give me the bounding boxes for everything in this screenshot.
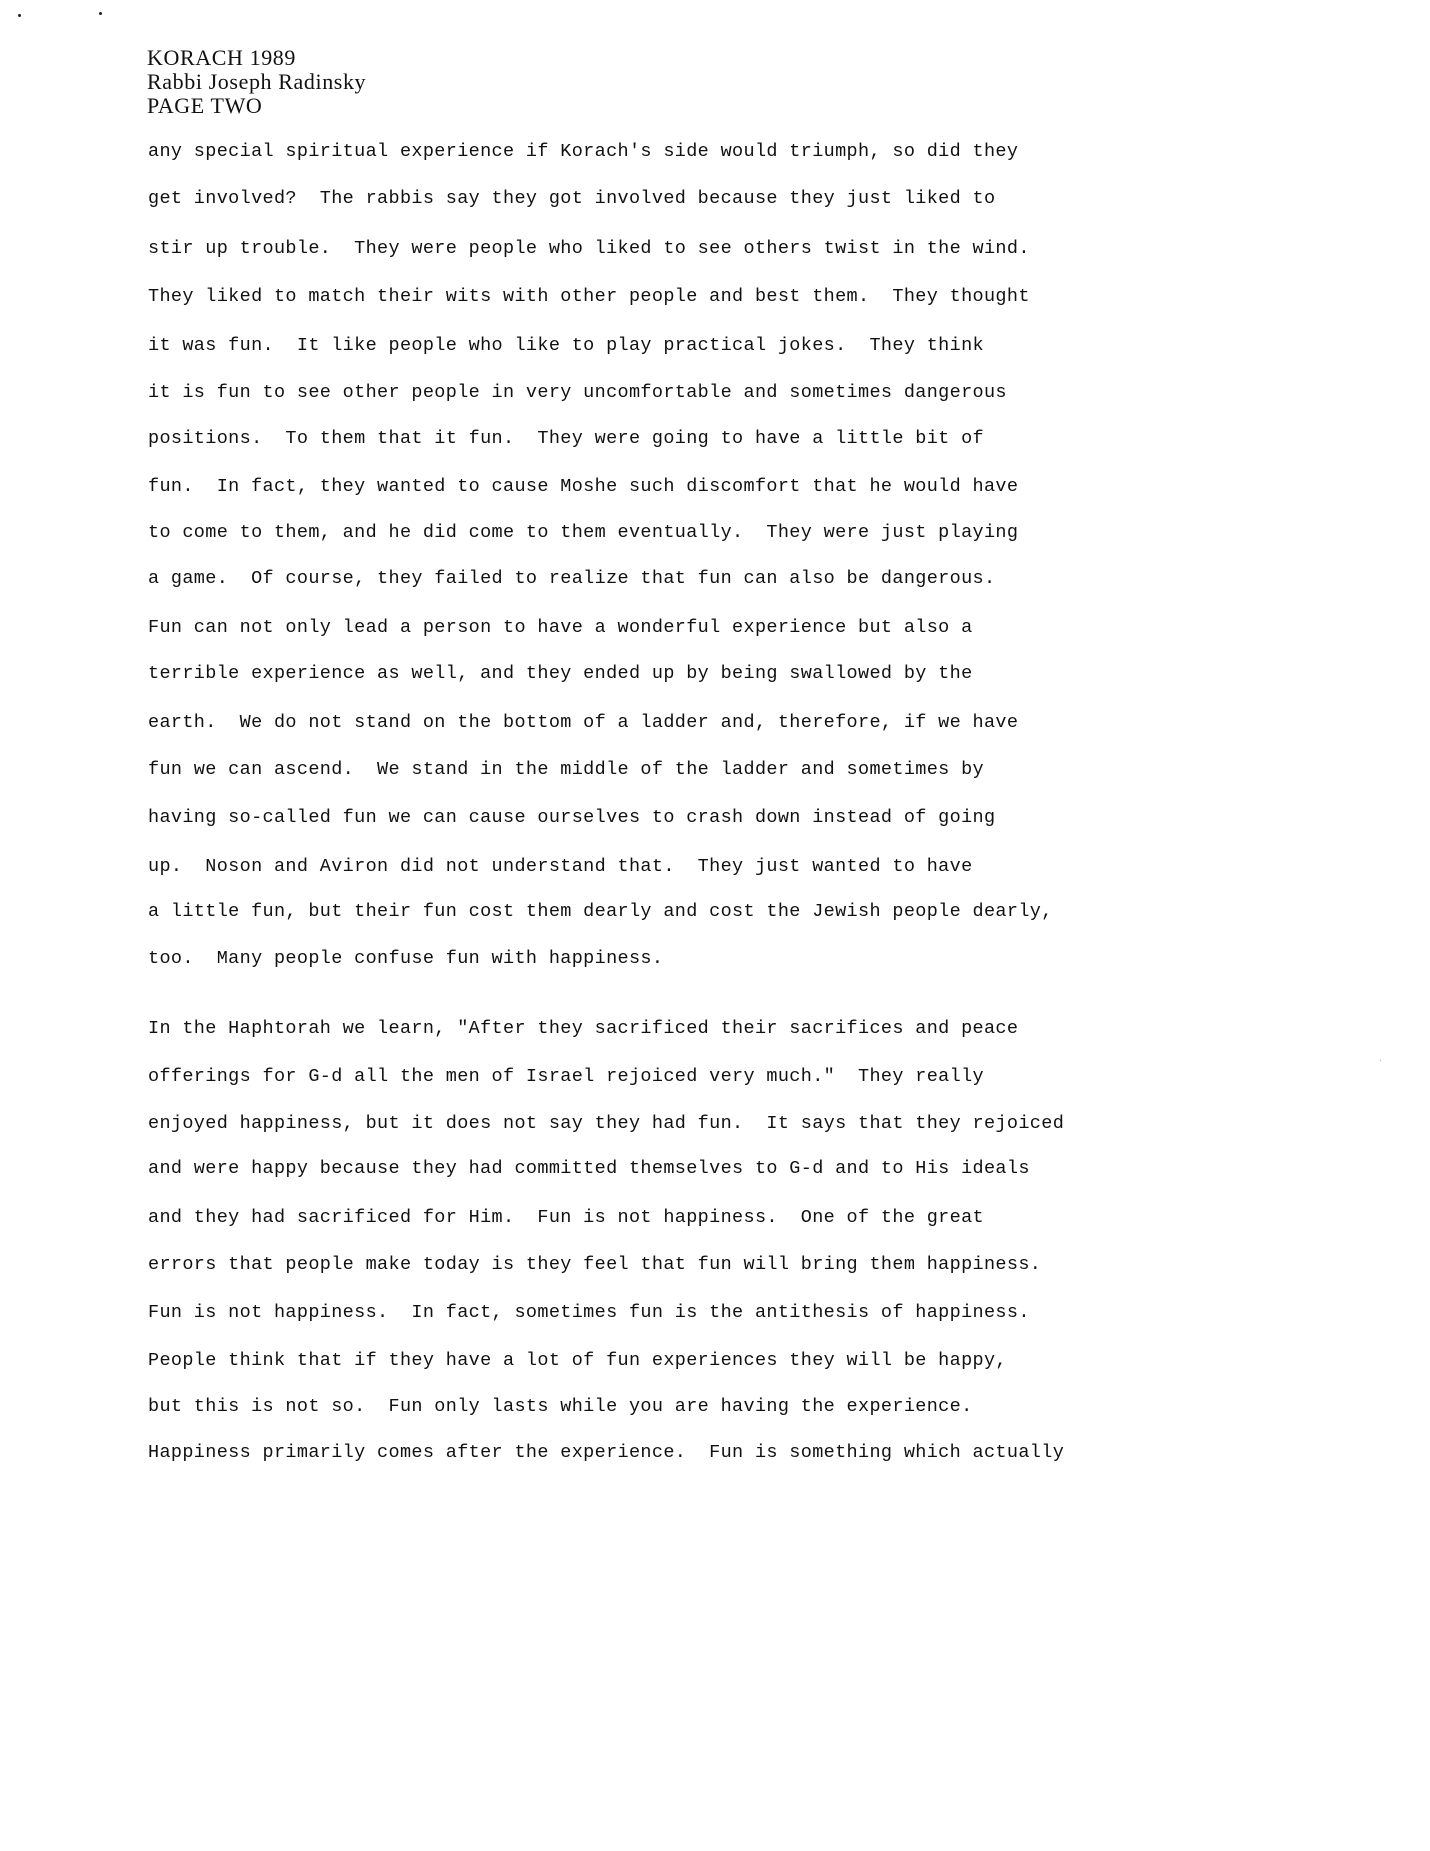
text-line: having so-called fun we can cause ourselves to crash down instead of going [148, 807, 996, 828]
page-label: PAGE TWO [147, 93, 263, 118]
text-line: They liked to match their wits with other people and best them. They thought [148, 286, 1030, 307]
text-line: any special spiritual experience if Korach's side would triumph, so did they [148, 141, 1019, 162]
text-line: but this is not so. Fun only lasts while you are having the experience. [148, 1396, 973, 1417]
scan-speck [18, 14, 21, 17]
text-line: People think that if they have a lot of fun experiences they will be happy, [148, 1350, 1007, 1371]
text-line: a game. Of course, they failed to realize that fun can also be dangerous. [148, 568, 996, 589]
text-line: fun. In fact, they wanted to cause Moshe such discomfort that he would have [148, 476, 1019, 497]
text-line: up. Noson and Aviron did not understand that. They just wanted to have [148, 856, 973, 877]
document-title: KORACH 1989 [147, 45, 296, 70]
text-line: stir up trouble. They were people who liked to see others twist in the wind. [148, 238, 1030, 259]
scan-speck [1380, 1060, 1381, 1061]
text-line: to come to them, and he did come to them eventually. They were just playing [148, 522, 1019, 543]
text-line: In the Haphtorah we learn, "After they sacrificed their sacrifices and peace [148, 1018, 1019, 1039]
document-author: Rabbi Joseph Radinsky [147, 69, 367, 94]
text-line: Fun is not happiness. In fact, sometimes fun is the antithesis of happiness. [148, 1302, 1030, 1323]
text-line: enjoyed happiness, but it does not say they had fun. It says that they rejoiced [148, 1113, 1065, 1134]
scan-speck [99, 12, 102, 15]
text-line: errors that people make today is they feel that fun will bring them happiness. [148, 1254, 1042, 1275]
text-line: it is fun to see other people in very uncomfortable and sometimes dangerous [148, 382, 1007, 403]
text-line: and were happy because they had committed themselves to G-d and to His ideals [148, 1158, 1030, 1179]
text-line: Fun can not only lead a person to have a wonderful experience but also a [148, 617, 973, 638]
text-line: terrible experience as well, and they ended up by being swallowed by the [148, 663, 973, 684]
text-line: it was fun. It like people who like to play practical jokes. They think [148, 335, 984, 356]
text-line: Happiness primarily comes after the experience. Fun is something which actually [148, 1442, 1065, 1463]
text-line: a little fun, but their fun cost them dearly and cost the Jewish people dearly, [148, 901, 1053, 922]
text-line: positions. To them that it fun. They were going to have a little bit of [148, 428, 984, 449]
text-line: get involved? The rabbis say they got involved because they just liked to [148, 188, 996, 209]
text-line: too. Many people confuse fun with happiness. [148, 948, 664, 969]
text-line: offerings for G-d all the men of Israel rejoiced very much." They really [148, 1066, 984, 1087]
document-header [147, 46, 366, 118]
text-line: and they had sacrificed for Him. Fun is not happiness. One of the great [148, 1207, 984, 1228]
text-line: earth. We do not stand on the bottom of a ladder and, therefore, if we have [148, 712, 1019, 733]
text-line: fun we can ascend. We stand in the middle of the ladder and sometimes by [148, 759, 984, 780]
